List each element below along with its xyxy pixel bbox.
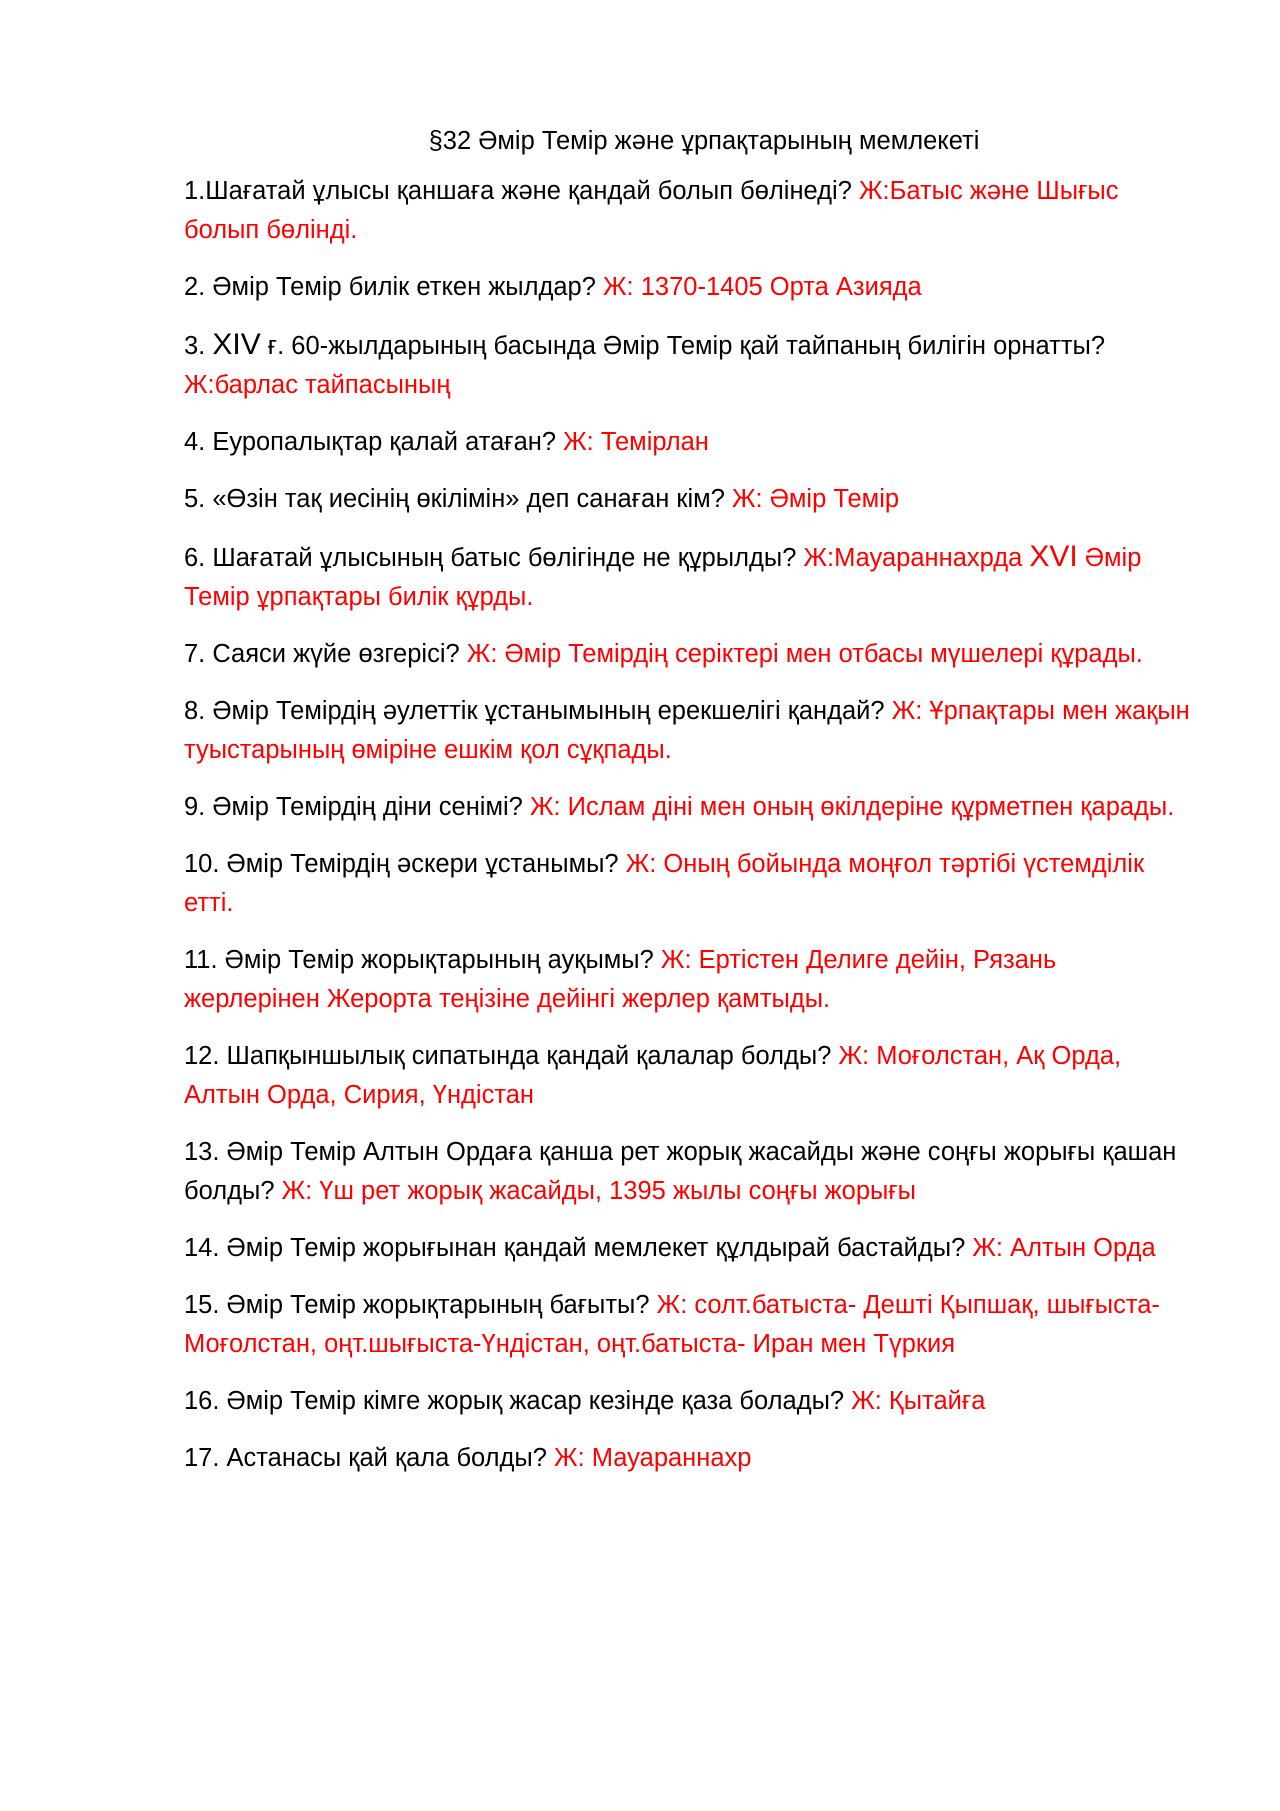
question-text: 15. Әмір Темір жорықтарының бағыты? [184,1291,657,1319]
question-text: 11. Әмір Темір жорықтарының ауқымы? [184,946,661,974]
qa-item-5 [184,480,1194,519]
question-text: 16. Әмір Темір кімге жорық жасар кезінде қаза болады? [184,1387,852,1415]
qa-item-17 [184,1439,1194,1478]
question-text: 9. Әмір Темірдің діни сенімі? [184,793,530,821]
answer-text-continued: Әмір Темір ұрпақтары билік құрды. [184,544,1142,611]
qa-item-16 [184,1382,1194,1421]
qa-item-3 [184,325,1194,405]
qa-item-13 [184,1133,1194,1211]
answer-text: Ж: Әмір Темір [731,485,900,513]
answer-text: Ж: Қытайға [851,1387,986,1415]
question-text: 6. Шағатай ұлысының батыс бөлігінде не құрылды? [184,544,804,572]
answer-text: Ж: Алтын Орда [972,1234,1156,1262]
qa-item-11 [184,941,1194,1019]
question-text: 17. Астанасы қай қала болды? [184,1444,555,1472]
qa-item-8 [184,692,1194,770]
answer-text: Ж:Мауараннахрда [803,544,1030,572]
question-text: 12. Шапқыншылық сипатында қандай қалалар болды? [184,1042,839,1070]
question-text: 10. Әмір Темірдің әскери ұстанымы? [184,850,626,878]
answer-text: Ж: Ертістен Делиге дейін, Рязань жерлерінен Жерорта теңізіне дейінгі жерлер қамтыды. [184,946,1057,1013]
question-text: 13. Әмір Темір Алтын Ордаға қанша рет жорық жасайды және соңғы жорығы қашан болды? [184,1138,1177,1205]
answer-text: Ж: солт.батыста- Дешті Қыпшақ, шығыста-Моғолстан, оңт.шығыста-Үндістан, оңт.батыста- Иран мен Түркия [184,1291,1160,1358]
question-text: 7. Саяси жүйе өзгерісі? [184,640,467,668]
answer-text: Ж:барлас тайпасының [184,371,451,399]
century-numeral: XVI [1029,540,1078,573]
document-body [184,122,1194,1496]
question-number: 3. [184,332,213,360]
century-numeral: XIV [212,328,261,361]
document-title: §32 Әмір Темір және ұрпақтарының мемлекеті [428,127,980,155]
answer-text: Ж: Ұрпақтары мен жақын туыстарының өміріне ешкім қол сұқпады. [184,697,1190,764]
answer-text: Ж: Әмір Темірдің серіктері мен отбасы мүшелері құрады. [466,640,1143,668]
qa-item-7 [184,635,1194,674]
qa-item-12 [184,1037,1194,1115]
qa-item-2 [184,268,1194,307]
qa-item-15 [184,1286,1194,1364]
answer-text: Ж: 1370-1405 Орта Азияда [603,273,922,301]
answer-text: Ж: Мауараннахр [554,1444,752,1472]
question-text: 1.Шағатай ұлысы қаншаға және қандай болып бөлінеді? [184,177,859,205]
qa-item-9 [184,788,1194,827]
answer-text: Ж: Оның бойында моңғол тәртібі үстемділік етті. [184,850,1145,917]
qa-item-10 [184,845,1194,923]
answer-text: Ж: Үш рет жорық жасайды, 1395 жылы соңғы жорығы [281,1177,916,1205]
answer-text: Ж: Моғолстан, Ақ Орда, Алтын Орда, Сирия, Үндістан [184,1042,1122,1109]
qa-item-1 [184,172,1194,250]
qa-item-6 [184,537,1194,617]
answer-text: Ж: Темірлан [563,428,709,456]
answer-text: Ж: Ислам діні мен оның өкілдеріне құрметпен қарады. [529,793,1175,821]
question-text: 8. Әмір Темірдің әулеттік ұстанымының ерекшелігі қандай? [184,697,892,725]
answer-text: Ж:Батыс және Шығыс болып бөлінді. [184,177,1119,244]
question-text: 4. Еуропалықтар қалай атаған? [184,428,564,456]
question-text: 5. «Өзін тақ иесінің өкілімін» деп санаған кім? [184,485,732,513]
qa-item-14 [184,1229,1194,1268]
question-text: 2. Әмір Темір билік еткен жылдар? [184,273,604,301]
question-text: ғ. 60-жылдарының басында Әмір Темір қай тайпаның билігін орнатты? [260,332,1106,360]
question-text: 14. Әмір Темір жорығынан қандай мемлекет құлдырай бастайды? [184,1234,973,1262]
qa-item-4 [184,423,1194,462]
